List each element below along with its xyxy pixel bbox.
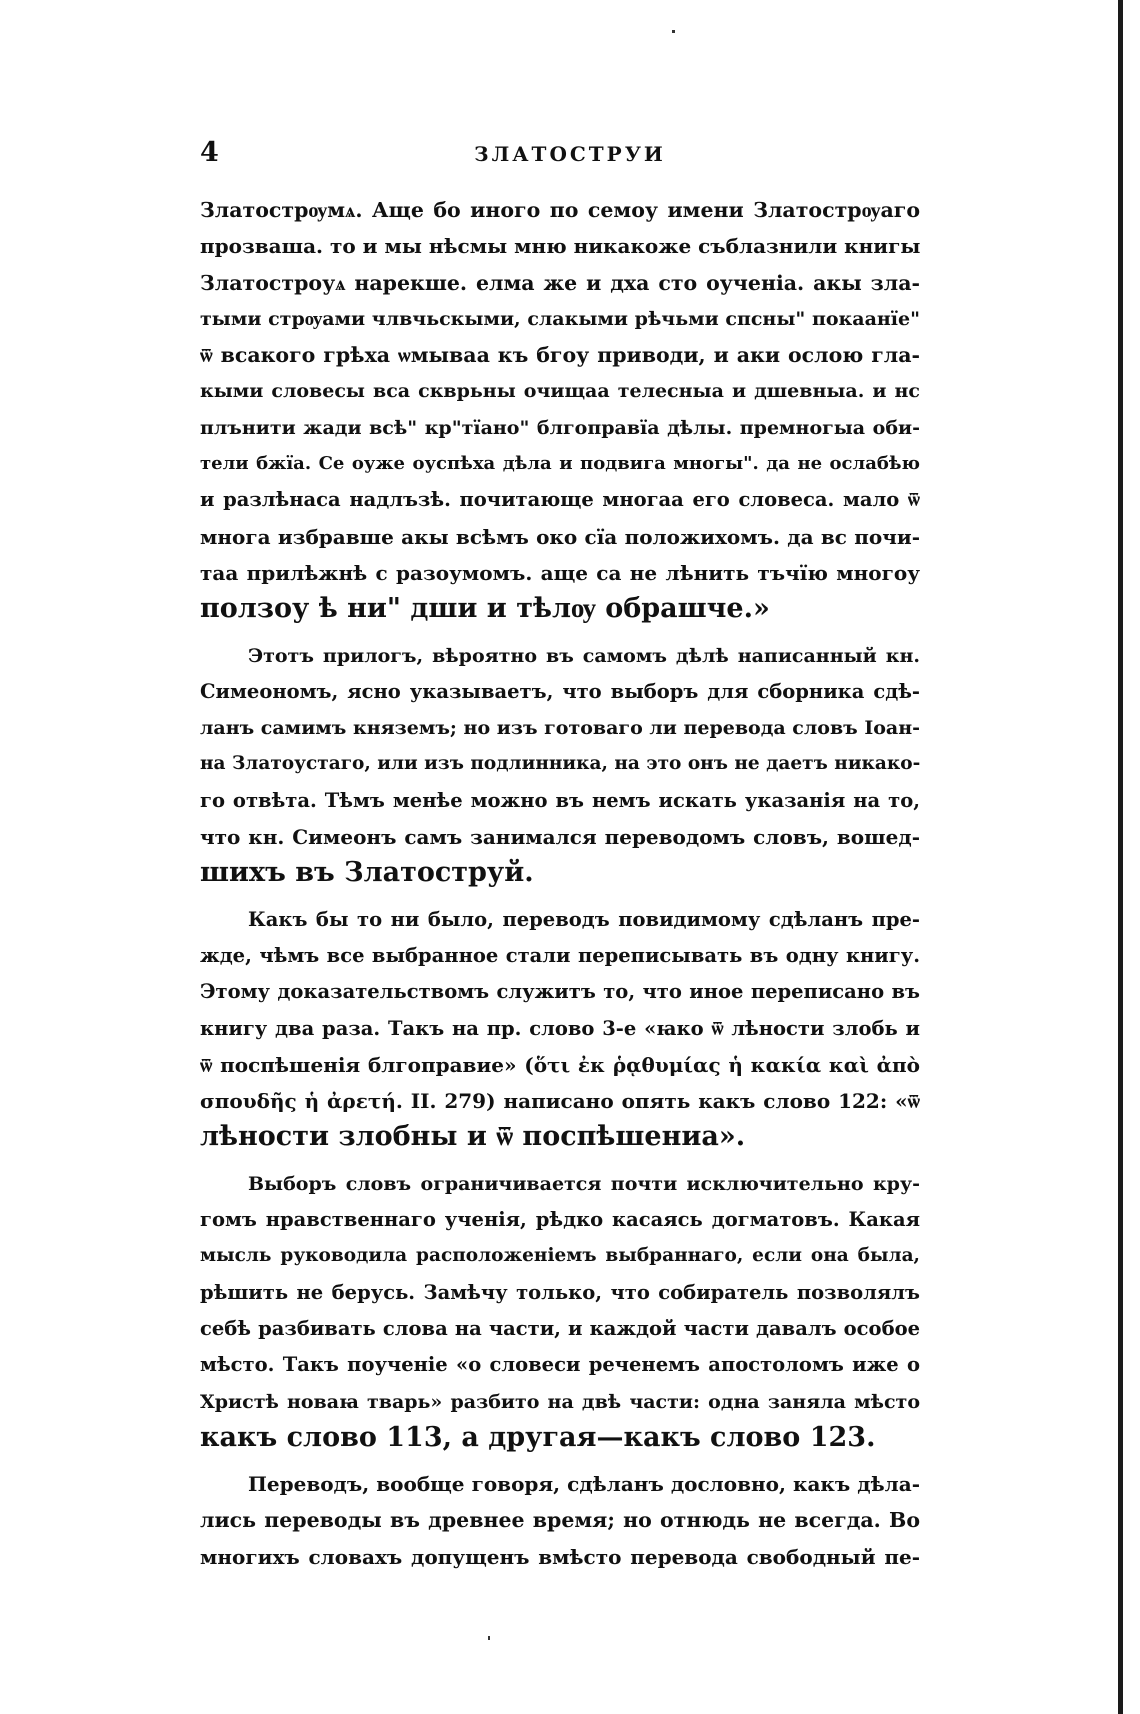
text-line: мѣсто. Такъ поученіе «о словеси реченемъ апостоломъ иже о [200,1353,920,1377]
text-line: Симеономъ, ясно указываетъ, что выборъ для сборника сдѣ- [200,679,920,703]
text-line: ланъ самимъ княземъ; но изъ готоваго ли перевода словъ Іоан- [200,717,920,740]
text-line: прозваша. то и мы нѣсмы мню никакоже съблазнили книгы [200,234,920,259]
text-line: ползоу ѣ ни" дши и тѣлѹ обрашче.» [200,593,770,625]
text-line: ѿ поспѣшенія блгоправие» (ὅτι ἐκ ῥᾳθυμίας ἡ κακία καὶ ἀπὸ [200,1052,920,1077]
text-line: Этотъ прилогъ, вѣроятно въ самомъ дѣлѣ написанный кн. [248,644,920,667]
text-line: плънити жади всѣ" кр"тїано" блгоправїа дѣлы. премногыа оби- [200,416,920,439]
text-line: таа прилѣжнѣ с разоумомъ. аще са не лѣнить тъчїю многоу [200,560,920,585]
page-number: 4 [200,137,219,168]
text-line: гомъ нравственнаго ученія, рѣдко касаясь догматовъ. Какая [200,1208,920,1232]
text-line: лись переводы въ древнее время; но отнюдь не всегда. Во [200,1508,920,1533]
text-line: тели бжїа. Се оуже оуспѣха дѣла и подвига многы". да не ослабѣю [200,453,920,475]
text-line: ѿ всакого грѣха ѡмываа къ бгоу приводи, и аки ослою гла- [200,343,920,368]
text-line: го отвѣта. Тѣмъ менѣе можно въ немъ искать указанія на то, [200,788,920,812]
text-line: кыми словесы вса скврьны очищаа телесныа и дшевныа. и нс [200,380,920,403]
text-line: σπουδῆς ἡ ἀρετή. II. 279) написано опять какъ слово 122: «ѿ [200,1089,920,1114]
scan-speck [488,1636,490,1640]
text-line: Христѣ новаꙗ тварь» разбито на двѣ части: одна заняла мѣсто [200,1390,920,1413]
text-line: жде, чѣмъ все выбранное стали переписывать въ одну книгу. [200,943,920,967]
paragraph [200,1466,920,1575]
text-line: шихъ въ Златоструй. [200,857,534,889]
text-line: Выборъ словъ ограничивается почти исключительно кру- [248,1172,920,1195]
text-line: мысль руководила расположеніемъ выбраннаго, если она была, [200,1245,920,1267]
text-line: Златостроуѧ нарекше. елма же и дха сто оученіа. акы зла- [200,270,920,295]
text-line: Этому доказательствомъ служитъ то, что иное переписано въ [200,980,920,1004]
text-line: многихъ словахъ допущенъ вмѣсто перевода свободный пе- [200,1544,920,1569]
text-line: Какъ бы то ни было, переводъ повидимому сдѣланъ пре- [248,907,920,931]
text-line: и разлѣнаса надлъзѣ. почитающе многаа его словеса. мало ѿ [200,488,920,512]
quote-paragraph [200,192,920,628]
text-line: Переводъ, вообще говоря, сдѣланъ дословно, какъ дѣла- [248,1472,920,1497]
text-line: что кн. Симеонъ самъ занимался переводомъ словъ, вошед- [200,825,920,850]
body-text [200,192,920,1575]
scan-speck [672,30,675,33]
text-line: какъ слово 113, а другая—какъ слово 123. [200,1421,876,1453]
text-line: лѣности злобны и ѿ поспѣшениа». [200,1121,746,1153]
text-line: книгу два раза. Такъ на пр. слово 3-е «ꙗко ѿ лѣности злобь и [200,1016,920,1040]
paragraph [200,1166,920,1456]
paragraph [200,638,920,892]
paragraph [200,902,920,1156]
text-line: рѣшить не берусь. Замѣчу только, что собиратель позволялъ [200,1280,920,1304]
text-line: себѣ разбивать слова на части, и каждой части давалъ особое [200,1316,920,1340]
text-line: на Златоустаго, или изъ подлинника, на это онъ не даетъ никако- [200,753,920,775]
running-title: ЗЛАТОСТРУИ [474,142,666,166]
page-edge-border [1118,0,1123,1714]
text-line: Златострѹмѧ. Аще бо иного по семоу имени Златострѹаго [200,198,920,222]
text-line: многа избравше акы всѣмъ око сїа положихомъ. да вс почи- [200,524,920,549]
text-line: тыми стрѹами члвчьскыми, слакыми рѣчьми спсны" покаанїе" [200,307,920,330]
